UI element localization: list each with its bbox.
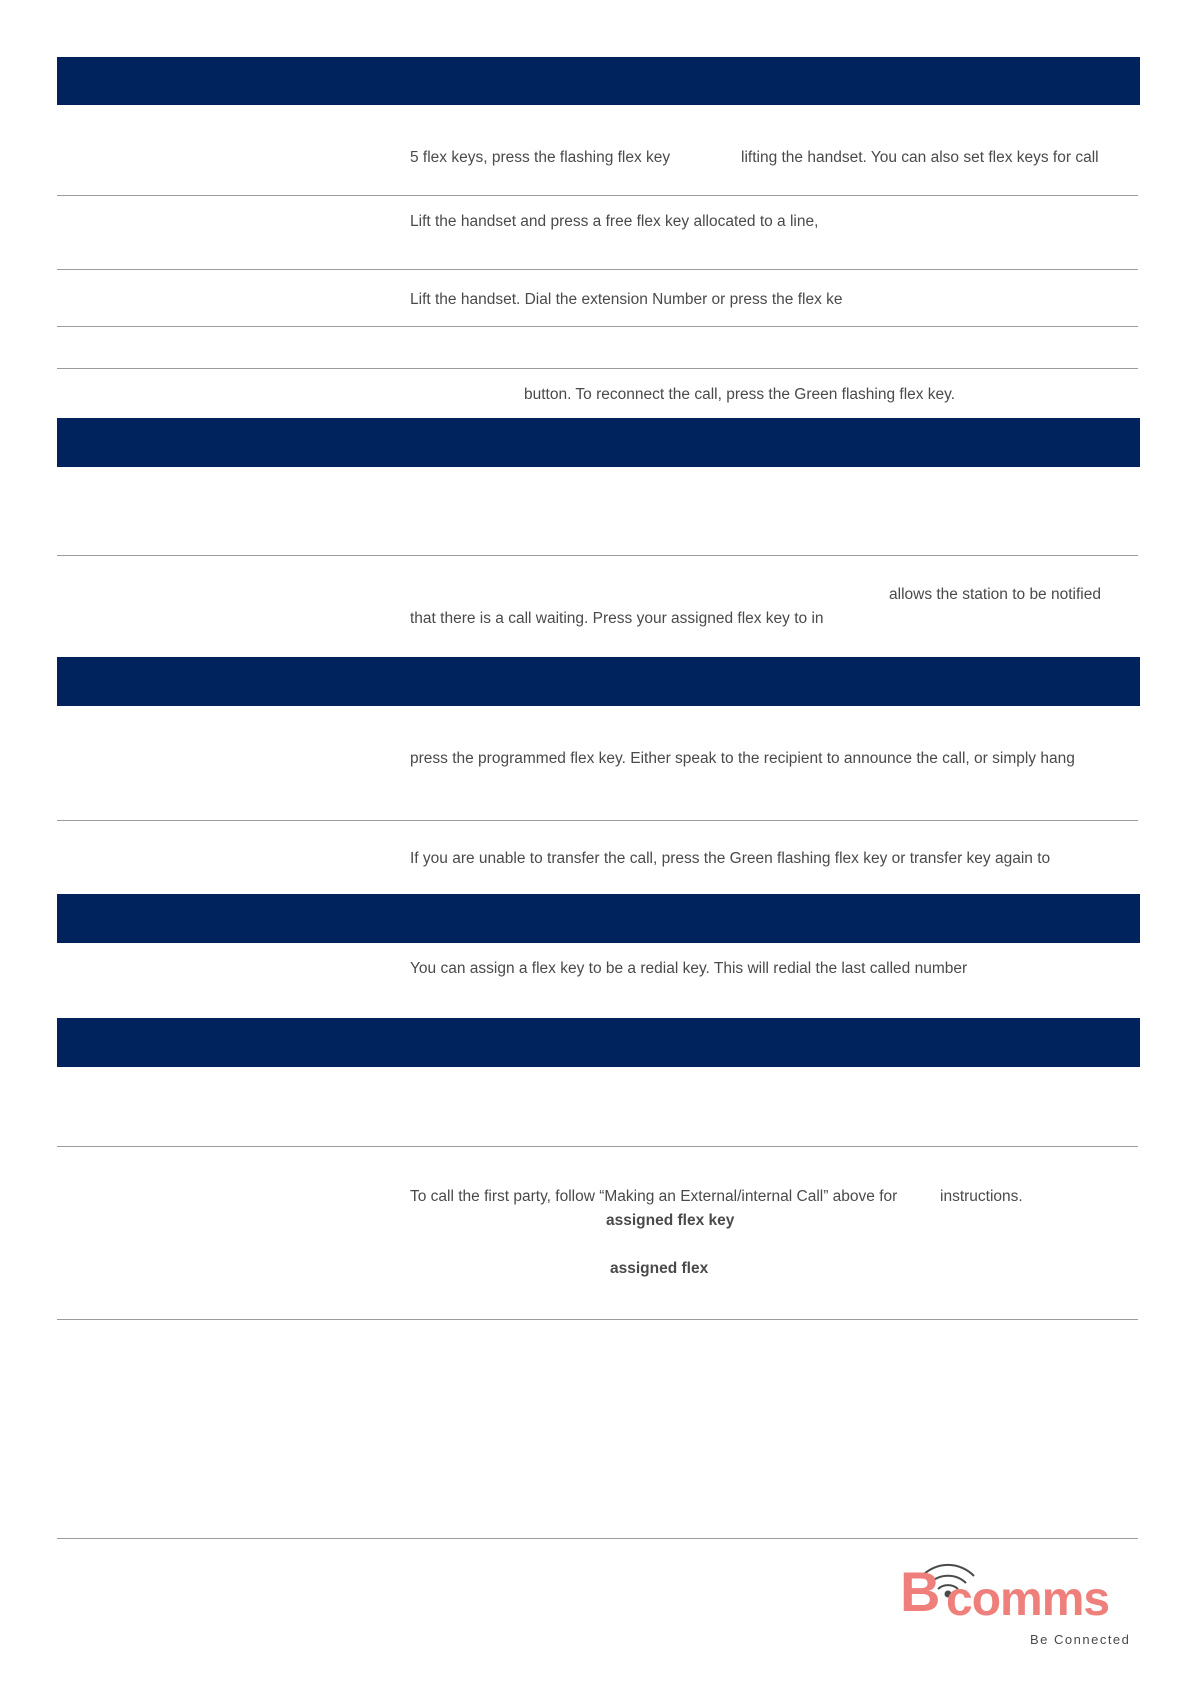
divider xyxy=(57,820,1138,821)
logo-word-comms: comms xyxy=(946,1573,1110,1626)
call-waiting-text: that there is a call waiting. Press your assigned flex key to in xyxy=(410,610,824,627)
divider xyxy=(57,195,1138,196)
divider xyxy=(57,1538,1138,1539)
divider xyxy=(57,368,1138,369)
section-header-band-4 xyxy=(57,894,1140,943)
allows-notified-text: allows the station to be notified xyxy=(889,586,1101,603)
divider xyxy=(57,555,1138,556)
section-header-band-1 xyxy=(57,57,1140,105)
assigned-flex-text: assigned flex xyxy=(610,1260,709,1277)
lift-dial-text: Lift the handset. Dial the extension Number or press the flex ke xyxy=(410,291,843,308)
bcomms-logo xyxy=(900,1558,1140,1658)
divider xyxy=(57,1319,1138,1320)
section-header-band-3 xyxy=(57,657,1140,706)
logo-tagline: Be Connected xyxy=(1030,1632,1131,1647)
redial-text: You can assign a flex key to be a redial key. This will redial the last called number xyxy=(410,960,968,977)
divider xyxy=(57,1146,1138,1147)
first-party-text: To call the first party, follow “Making an External/internal Call” above for xyxy=(410,1188,898,1205)
instructions-text: instructions. xyxy=(940,1188,1023,1205)
lifting-handset-text: lifting the handset. You can also set flex keys for call xyxy=(741,149,1099,166)
lift-free-flex-text: Lift the handset and press a free flex key allocated to a line, xyxy=(410,213,819,230)
unable-transfer-text: If you are unable to transfer the call, press the Green flashing flex key or transfer key again to xyxy=(410,850,1051,867)
reconnect-text: button. To reconnect the call, press the Green flashing flex key. xyxy=(524,386,956,403)
flex-keys-text: 5 flex keys, press the flashing flex key xyxy=(410,149,671,166)
assigned-flex-key-text: assigned flex key xyxy=(606,1212,735,1229)
section-header-band-2 xyxy=(57,418,1140,467)
logo-letter-b: B xyxy=(900,1560,941,1623)
section-header-band-5 xyxy=(57,1018,1140,1067)
divider xyxy=(57,326,1138,327)
divider xyxy=(57,269,1138,270)
programmed-flex-text: press the programmed flex key. Either speak to the recipient to announce the call, or simply hang xyxy=(410,750,1075,767)
